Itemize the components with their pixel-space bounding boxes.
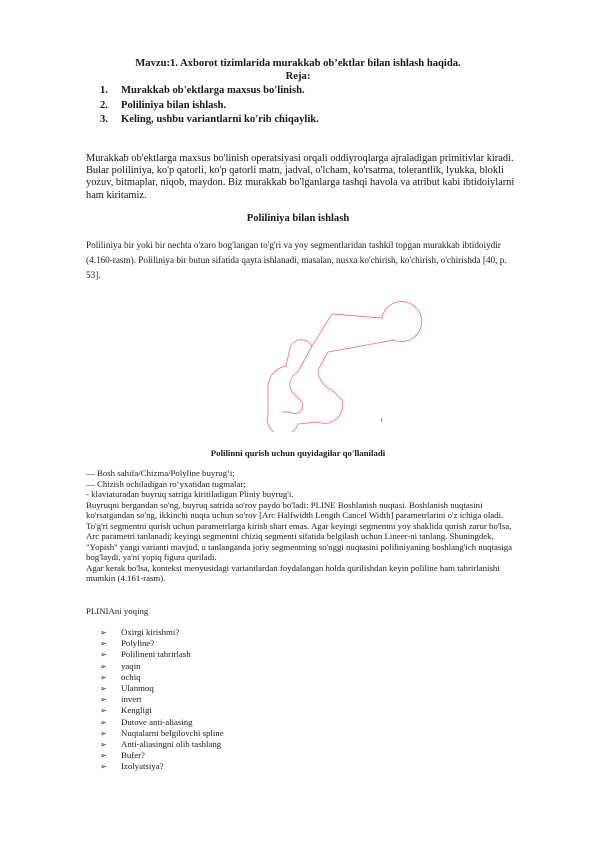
- figure-caption: Polilinni qurish uchun quyidagilar qo'llaniladi: [210, 448, 386, 458]
- option-label: invert: [121, 694, 142, 705]
- arrow-bullet-icon: ➢: [100, 628, 107, 637]
- arrow-bullet-icon: ➢: [100, 683, 107, 693]
- option-label: Bufer?: [121, 750, 145, 761]
- option-label: Polyline?: [121, 638, 155, 649]
- polyline-figure: [228, 294, 428, 432]
- arrow-bullet-icon: ➢: [100, 661, 107, 671]
- option-item: [100, 750, 224, 761]
- option-label: Ulanmoq: [121, 682, 154, 693]
- plan-item-number: 3.: [100, 114, 108, 125]
- option-item: [100, 683, 224, 694]
- option-label: yaqin: [121, 660, 141, 671]
- editing-paragraph: Agar kerak bo'lsa, kontekst menyusidagi variantlardan foydalangan holda qurilishdan keyin poliline ham tahrirlanishi mumkin (4.161-rasm).: [86, 562, 500, 583]
- steps-block: [86, 468, 526, 584]
- pline-prompt: PLINIAni yoqing: [86, 606, 149, 616]
- plan-item-text: Murakkab ob'ektlarga maxsus bo'linish.: [121, 85, 305, 96]
- plan-item-number: 1.: [100, 85, 108, 96]
- option-item: [100, 638, 224, 649]
- arrow-bullet-icon: ➢: [100, 639, 107, 649]
- plan-item-text: Poliliniya bilan ishlash.: [121, 99, 227, 111]
- arrow-bullet-icon: ➢: [100, 650, 107, 660]
- arrow-bullet-icon: ➢: [100, 728, 107, 738]
- polyline-path: [282, 346, 312, 414]
- arrow-bullet-icon: ➢: [100, 706, 107, 716]
- arrow-bullet-icon: ➢: [100, 672, 107, 682]
- option-item: [100, 739, 224, 750]
- arrow-bullet-icon: ➢: [100, 739, 107, 749]
- document-title: Mavzu:1. Axborot tizimlarida murakkab ob’ektlar bilan ishlash haqida.: [135, 58, 461, 69]
- option-label: Polilineni tahrirlash: [121, 649, 191, 660]
- command-paragraph: Buyruqni bergandan so'ng, buyruq satrida so'rov paydo bo'ladi: PLINE Boshlanish nuqtasi. Boshlanish nuqtasini ko'rsatgandan so'ng, ikkinchi nuqta uchun so'rov [Arc Halfwidth Length Cancel Width] parametrlarini o'z ichiga oladi. To'g'ri segmentni qurish uchun parametrlarga kirish shart emas. Agar keyingi segmentni yoy shaklida qurish zarur bo'lsa, Arc parametri tanlanadi; keyingi segmentni chiziq segmenti sifatida belgilash uchun Lineer-ni tanlang. Shuningdek, "Yopish" yangi varianti mavjud, u tanlanganda joriy segmentning so'nggi nuqtasini poliliniyaning boshlang'ich nuqtasiga bog'laydi, ya'ni yopiq figura quriladi.: [86, 499, 513, 562]
- plan-list: [100, 84, 319, 128]
- step-line: — Chizish ochiladigan ro‘yxatidan tugmalar;: [86, 478, 246, 489]
- plan-item: [100, 99, 319, 114]
- plan-item-number: 2.: [100, 99, 108, 111]
- plan-item: [100, 113, 319, 128]
- arrow-bullet-icon: ➢: [100, 717, 107, 727]
- option-item: [100, 705, 224, 716]
- option-item: [100, 728, 224, 739]
- plan-item: [100, 84, 319, 99]
- step-line: - klaviaturadan buyruq satriga kiritiladigan Pliniy buyrug'i.: [86, 489, 294, 499]
- option-label: Nuqtalarni belgilovchi spline: [121, 727, 224, 738]
- plan-heading: Reja:: [285, 71, 311, 82]
- option-label: Kengligi: [121, 705, 152, 716]
- option-item: [100, 627, 224, 638]
- plan-item-text: Keling, ushbu variantlarni ko'rib chiqaylik.: [121, 114, 319, 125]
- point-marker: [381, 418, 382, 422]
- option-item: [100, 694, 224, 705]
- option-label: ochiq: [121, 671, 141, 682]
- polyline-description: Poliliniya bir yoki bir nechta o'zaro bog'langan to'g'ri va yoy segmentlaridan tashkil topgan murakkab ibtidoiydir (4.160-rasm). Poliliniya bir butun sifatida qayta ishlanadi, masalan, nusxa ko'chirish, ko'chirish, o'chirishda [40, p. 53].: [86, 240, 507, 280]
- intro-paragraph: Murakkab ob'ektlarga maxsus bo'linish operatsiyasi orqali oddiyroqlarga ajraladigan primitivlar kiradi. Bular poliliniya, ko'p qatorli, ko'p qatorli matn, jadval, o'lcham, ko'rsatma, tolerantlik, lyukka, blokli yozuv, bitmaplar, niqob, maydon. Biz murakkab bo'lganlarga tashqi havola va atribut kabi ibtidoiylarni ham kiritamiz.: [86, 153, 515, 201]
- arrow-bullet-icon: ➢: [100, 751, 107, 761]
- step-line: — Bosh sahifa/Chizma/Polyline buyrug‘i;: [86, 468, 235, 478]
- section-heading: Poliliniya bilan ishlash: [246, 213, 350, 224]
- option-item: [100, 717, 224, 728]
- option-label: Dutove anti-aliasing: [121, 716, 193, 727]
- arrow-bullet-icon: ➢: [100, 695, 107, 705]
- options-list: [100, 627, 224, 772]
- option-item: [100, 761, 224, 772]
- option-label: Izolyatsiya?: [121, 761, 164, 772]
- option-item: [100, 649, 224, 660]
- arrow-bullet-icon: ➢: [100, 762, 107, 772]
- option-label: Oxirgi kirishmi?: [121, 627, 180, 637]
- option-label: Anti-aliasingni olib tashlang: [121, 738, 222, 749]
- option-item: [100, 672, 224, 683]
- option-item: [100, 661, 224, 672]
